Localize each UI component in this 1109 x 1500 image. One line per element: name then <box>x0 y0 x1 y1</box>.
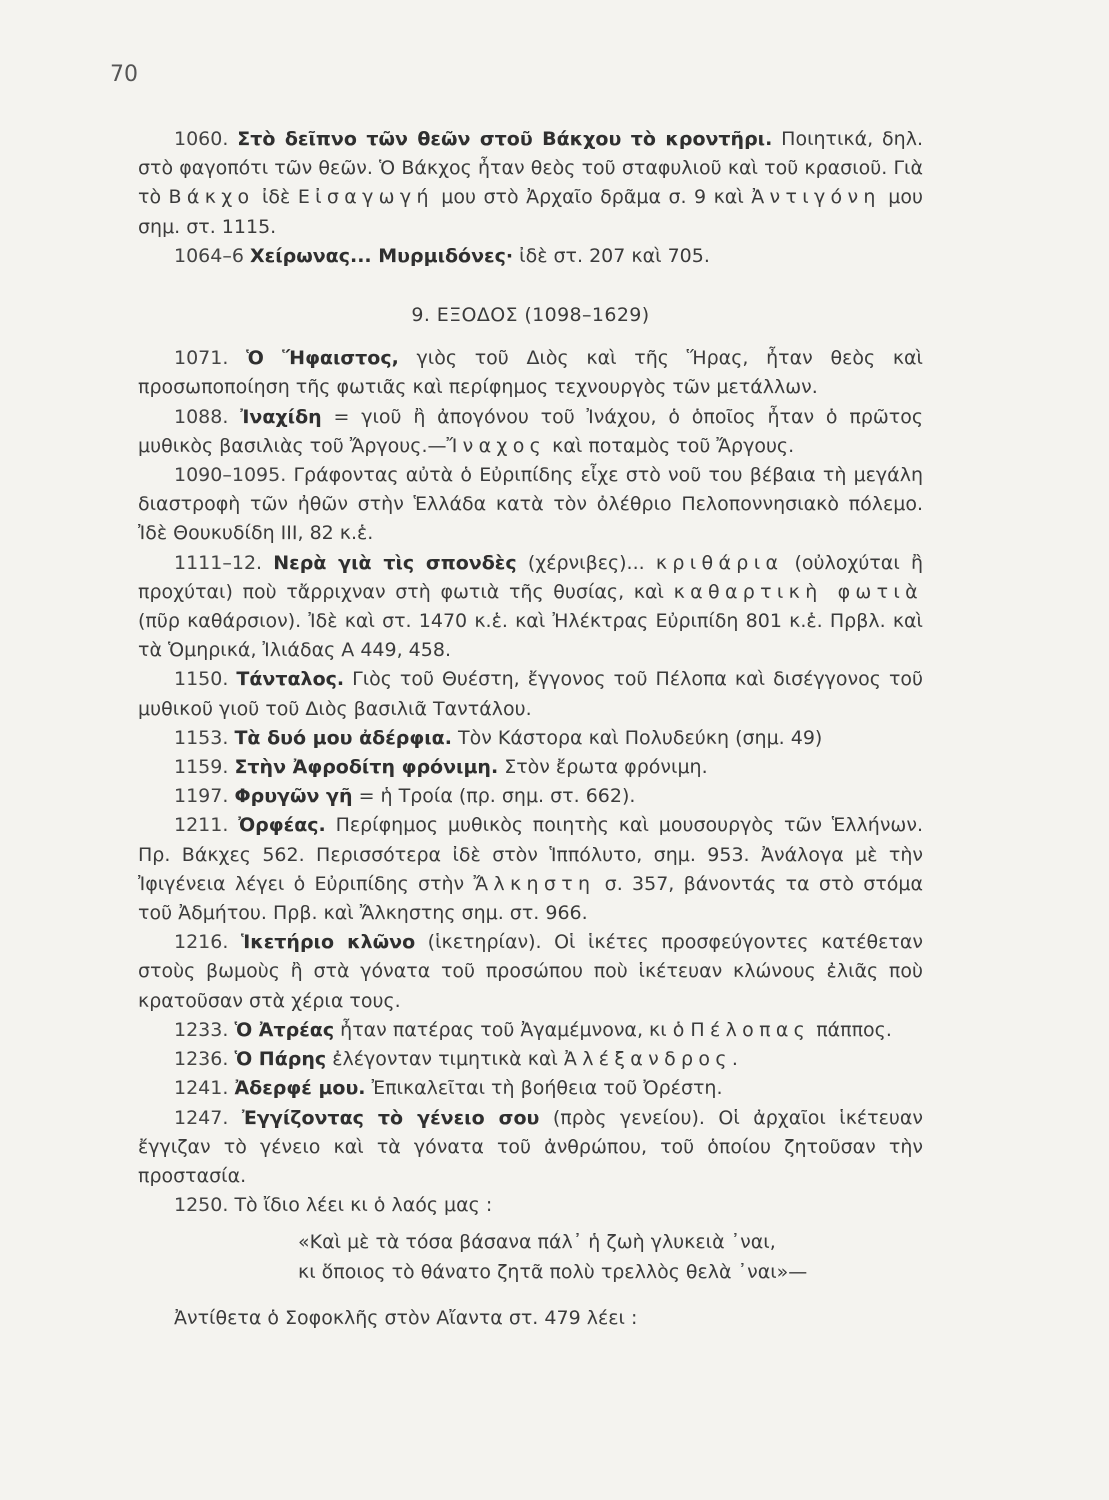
note-term: Ἐγγίζοντας τὸ γένειο σου <box>241 1106 540 1129</box>
note-text: Τὸν Κάστορα καὶ Πολυδεύκη (σημ. 49) <box>451 726 823 749</box>
note-ref: 1060. <box>174 128 229 150</box>
note-term: Χείρωνας... Μυρμιδόνες· <box>250 244 514 267</box>
note-text: ἦταν πατέρας τοῦ Ἀγαμέμνονα, κι ὁ <box>334 1018 691 1041</box>
note-term: Ὁ Πάρης <box>234 1048 327 1071</box>
note-term: Ἰναχίδη <box>240 405 322 428</box>
spaced-term: καθαρτικὴ φωτιὰ <box>673 580 924 603</box>
note-term: Στὴν Ἀφροδίτη φρόνιμη. <box>234 756 499 779</box>
note-text: . <box>731 1048 738 1071</box>
note-1159 <box>138 753 923 782</box>
note-1247 <box>138 1104 923 1192</box>
page-number: 70 <box>110 62 138 87</box>
note-text: (πρὸς γενείου). Οἱ ἀρχαῖοι ἱκέτευαν ἔγγιζαν τὸ γένειο καὶ τὰ γόνατα τοῦ ἀνθρώπου, τοῦ ὁποίου ζητοῦσαν τὴν προστασία. <box>138 1106 923 1187</box>
note-ref: 1211. <box>174 814 229 837</box>
note-1153 <box>138 724 923 753</box>
quote-line: «Καὶ μὲ τὰ τόσα βάσανα πάλ᾽ ἡ ζωὴ γλυκειὰ ᾽ναι, <box>298 1231 776 1254</box>
note-text: Γιὸς τοῦ Θυέστη, ἔγγονος τοῦ Πέλοπα καὶ δισέγγονος τοῦ μυθικοῦ γιοῦ τοῦ Διὸς βασιλιᾶ Ταντάλου. <box>138 668 923 720</box>
note-text: = γιοῦ ἢ ἀπογόνου τοῦ Ἰνάχου, ὁ ὁποῖος ἦταν ὁ πρῶτος μυθικὸς βασιλιὰς τοῦ Ἄργους.— <box>138 405 924 457</box>
note-text: (οὐλοχύται ἢ προχύται) ποὺ τἄρριχναν στὴ φωτιὰ τῆς θυσίας, καὶ <box>138 551 923 603</box>
spaced-term: Ἄλκηστη <box>473 872 596 895</box>
note-text: (ἱκετηρίαν). Οἱ ἱκέτες προσφεύγοντες κατέθεταν στοὺς βωμοὺς ἢ στὰ γόνατα τοῦ προσώπου ποὺ ἱκέτευαν κλώνους ἐλιᾶς ποὺ κρατοῦσαν στὰ χέρια τους. <box>138 931 923 1012</box>
note-text: ἐλέγονταν τιμητικὰ καὶ <box>326 1048 564 1071</box>
note-ref: 1064–6 <box>174 244 244 267</box>
note-1236 <box>138 1045 923 1074</box>
note-text: Στὸν ἔρωτα φρόνιμη. <box>498 756 708 779</box>
note-term: Ὁ Ἥφαιστος, <box>246 347 399 370</box>
note-text: μου σημ. στ. 1115. <box>138 186 923 238</box>
closing-line: Ἀντίθετα ὁ Σοφοκλῆς στὸν Αἴαντα στ. 479 λέει : <box>174 1306 638 1329</box>
note-text: Γράφοντας αὐτὰ ὁ Εὐριπίδης εἶχε στὸ νοῦ του βέβαια τὴ μεγάλη διαστροφὴ τῶν ἠθῶν στὴν Ἑλλάδα κατὰ τὸν ὀλέθριο Πελοποννησιακὸ πόλεμο. Ἰδὲ Θουκυδίδη ΙΙΙ, 82 κ.ἑ. <box>138 464 923 545</box>
note-ref: 1216. <box>174 931 229 954</box>
note-ref: 1241. <box>174 1077 229 1100</box>
section-title: 9. ΕΞΟΔΟΣ (1098–1629) <box>411 304 650 327</box>
note-text: (χέρνιβες)... <box>516 551 656 574</box>
note-ref: 1236. <box>174 1048 229 1071</box>
note-1150 <box>138 665 923 723</box>
note-term: Ἱκετήριο κλῶνο <box>240 931 416 954</box>
note-term: Νερὰ γιὰ τὶς σπονδὲς <box>273 551 517 574</box>
note-1090 <box>138 461 923 549</box>
note-ref: 1088. <box>174 405 229 428</box>
note-ref: 1233. <box>174 1018 229 1041</box>
note-text: = ἡ Τροία (πρ. σημ. στ. 662). <box>352 785 636 808</box>
note-text: (πῦρ καθάρσιον). Ἰδὲ καὶ στ. 1470 κ.ἑ. καὶ Ἠλέκτρας Εὐριπίδη 801 κ.ἑ. Πρβλ. καὶ τὰ Ὁμηρικά, Ἰλιάδας Α 449, 458. <box>138 610 923 662</box>
note-1071 <box>138 344 923 402</box>
note-1088 <box>138 403 923 461</box>
note-text: πάππος. <box>810 1018 892 1041</box>
note-text: καὶ ποταμὸς τοῦ Ἄργους. <box>546 434 795 457</box>
note-ref: 1153. <box>174 726 229 749</box>
note-term: Στὸ δεῖπνο τῶν θεῶν στοῦ Βάκχου τὸ κροντῆρι. <box>237 128 773 150</box>
note-1233 <box>138 1016 923 1045</box>
note-text: Περίφημος μυθικὸς ποιητὴς καὶ μουσουργὸς τῶν Ἑλλήνων. Πρ. Βάκχες 562. Περισσότερα ἰδὲ στὸν Ἱππόλυτο, σημ. 953. Ἀνάλογα μὲ τὴν Ἰφιγένεια λέγει ὁ Εὐριπίδης στὴν <box>138 814 923 895</box>
note-ref: 1250. <box>174 1194 229 1217</box>
note-term: Φρυγῶν γῆ <box>234 785 353 808</box>
note-1211 <box>138 811 923 928</box>
note-text: Ποιητικά, δηλ. στὸ φαγοπότι τῶν θεῶν. Ὁ Βάκχος ἦταν θεὸς τοῦ σταφυλιοῦ καὶ τοῦ κρασιοῦ. Γιὰ τὸ <box>138 128 923 209</box>
note-1111 <box>138 549 923 666</box>
note-1216 <box>138 928 923 1016</box>
note-ref: 1071. <box>174 347 229 370</box>
note-term: Τὰ δυό μου ἀδέρφια. <box>234 726 452 749</box>
note-term: Ἀδερφέ μου. <box>234 1077 366 1100</box>
note-text: ἰδὲ <box>254 186 298 209</box>
spaced-term: Ἀντιγόνη <box>751 186 881 209</box>
spaced-term: Πέλοπας <box>690 1018 811 1041</box>
note-1060 <box>138 125 923 242</box>
spaced-term: Ἴναχος <box>446 434 547 457</box>
folk-quote <box>298 1228 923 1287</box>
note-text: γιὸς τοῦ Διὸς καὶ τῆς Ἥρας, ἦταν θεὸς καὶ προσωποποίηση τῆς φωτιᾶς καὶ περίφημος τεχνουργὸς τῶν μετάλλων. <box>138 347 923 399</box>
spaced-term: Ἀλέξανδρος <box>563 1048 732 1071</box>
note-text: μου στὸ Ἀρχαῖο δρᾶμα σ. 9 καὶ <box>433 186 752 209</box>
spaced-term: κριθάρια <box>655 551 784 574</box>
quote-line: κι ὅποιος τὸ θάνατο ζητᾶ πολὺ τρελλὸς θελὰ ᾽ναι»— <box>298 1260 808 1283</box>
note-1197 <box>138 782 923 811</box>
note-ref: 1197. <box>174 785 229 808</box>
note-term: Τάνταλος. <box>236 668 345 691</box>
note-1064 <box>138 242 923 271</box>
note-term: Ὁ Ἀτρέας <box>234 1018 335 1041</box>
note-text: Ἐπικαλεῖται τὴ βοήθεια τοῦ Ὀρέστη. <box>365 1077 723 1100</box>
note-text: ἰδὲ στ. 207 καὶ 705. <box>513 244 710 267</box>
note-ref: 1090–1095. <box>174 464 287 487</box>
note-ref: 1150. <box>174 668 229 691</box>
note-1250 <box>138 1191 923 1220</box>
notes-body <box>138 125 923 1333</box>
note-1241 <box>138 1074 923 1103</box>
note-term: Ὀρφέας. <box>238 814 326 837</box>
note-text: σ. 357, βάνοντάς τα στὸ στόμα τοῦ Ἀδμήτου. Πρβ. καὶ Ἄλκηστης σημ. στ. 966. <box>138 872 923 925</box>
spaced-term: Εἰσαγωγή <box>297 186 434 209</box>
note-text: Τὸ ἴδιο λέει κι ὁ λαός μας : <box>228 1194 493 1217</box>
note-ref: 1247. <box>174 1106 229 1129</box>
note-ref: 1111–12. <box>174 551 263 574</box>
note-ref: 1159. <box>174 756 229 779</box>
spaced-term: Βάκχο <box>168 186 255 209</box>
